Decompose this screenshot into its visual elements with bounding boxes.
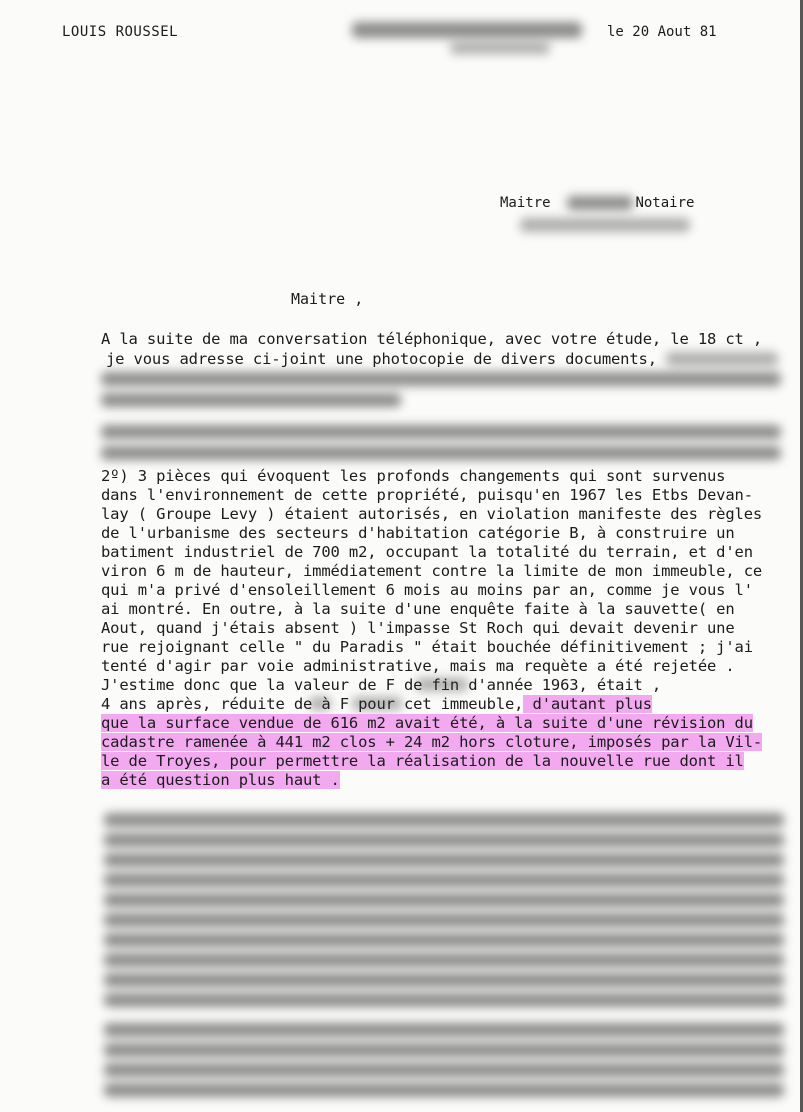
- redacted-text-3: [101, 393, 401, 407]
- redacted-sender-address: [352, 22, 582, 38]
- recipient-role: Notaire: [635, 195, 695, 211]
- section2-line-10: rue rejoignant celle " du Paradis " était bouchée définitivement ; j'ai: [101, 638, 753, 656]
- section2-line-13-plain: 4 ans après, réduite de à F pour cet immeuble,: [101, 695, 524, 713]
- section2-line-8: ai montré. En outre, à la suite d'une enquête faite à la sauvette( en: [101, 600, 735, 618]
- section2-line-3: lay ( Groupe Levy ) étaient autorisés, en violation manifeste des règles: [101, 505, 763, 523]
- redacted-notary-name: [567, 196, 633, 210]
- intro-line-1: A la suite de ma conversation téléphonique, avec votre étude, le 18 ct ,: [101, 330, 763, 348]
- redacted-text-2: [101, 372, 781, 386]
- redacted-value-1: [416, 678, 468, 691]
- section2-line-6: viron 6 m de hauteur, immédiatement contre la limite de mon immeuble, ce: [101, 562, 763, 580]
- redacted-value-2: [309, 697, 331, 710]
- section2-line-4: de l'urbanisme des secteurs d'habitation catégorie B, à construire un: [101, 524, 735, 542]
- redacted-sender-address-line2: [450, 42, 550, 54]
- highlighted-line-4: a été question plus haut .: [101, 771, 340, 789]
- redacted-text-5: [101, 446, 781, 460]
- letter-date: le 20 Aout 81: [607, 24, 717, 40]
- greeting: Maitre ,: [291, 290, 364, 308]
- section2-line-12: J'estime donc que la valeur de F de fin d'année 1963, était ,: [101, 676, 662, 694]
- redacted-notary-address: [520, 218, 690, 232]
- section2-line-11: tenté d'agir par voie administrative, mais ma requète a été rejetée .: [101, 657, 735, 675]
- recipient-title: Maitre: [500, 195, 551, 211]
- intro-line-2: je vous adresse ci-joint une photocopie de divers documents,: [106, 350, 657, 368]
- highlighted-line-3: le de Troyes, pour permettre la réalisation de la nouvelle rue dont il: [101, 752, 744, 770]
- section2-line-9: Aout, quand j'étais absent ) l'impasse St Roch qui devait devenir une: [101, 619, 735, 637]
- highlighted-line-2: cadastre ramenée à 441 m2 clos + 24 m2 hors cloture, imposés par la Vil-: [101, 733, 763, 751]
- redacted-text-1: [666, 352, 778, 366]
- highlighted-text-start: d'autant plus: [523, 695, 652, 713]
- section2-line-1: 2º) 3 pièces qui évoquent les profonds changements qui sont survenus: [101, 467, 726, 485]
- section2-line-7: qui m'a privé d'ensoleillement 6 mois au moins par an, comme je vous l': [101, 581, 753, 599]
- section2-line-2: dans l'environnement de cette propriété, puisqu'en 1967 les Etbs Devan-: [101, 486, 753, 504]
- redacted-text-4: [101, 425, 781, 439]
- section2-line-5: batiment industriel de 700 m2, occupant la totalité du terrain, et d'en: [101, 543, 753, 561]
- highlighted-line-1: que la surface vendue de 616 m2 avait été, à la suite d'une révision du: [101, 714, 753, 732]
- redacted-value-3: [352, 697, 402, 710]
- sender-name: LOUIS ROUSSEL: [62, 24, 179, 40]
